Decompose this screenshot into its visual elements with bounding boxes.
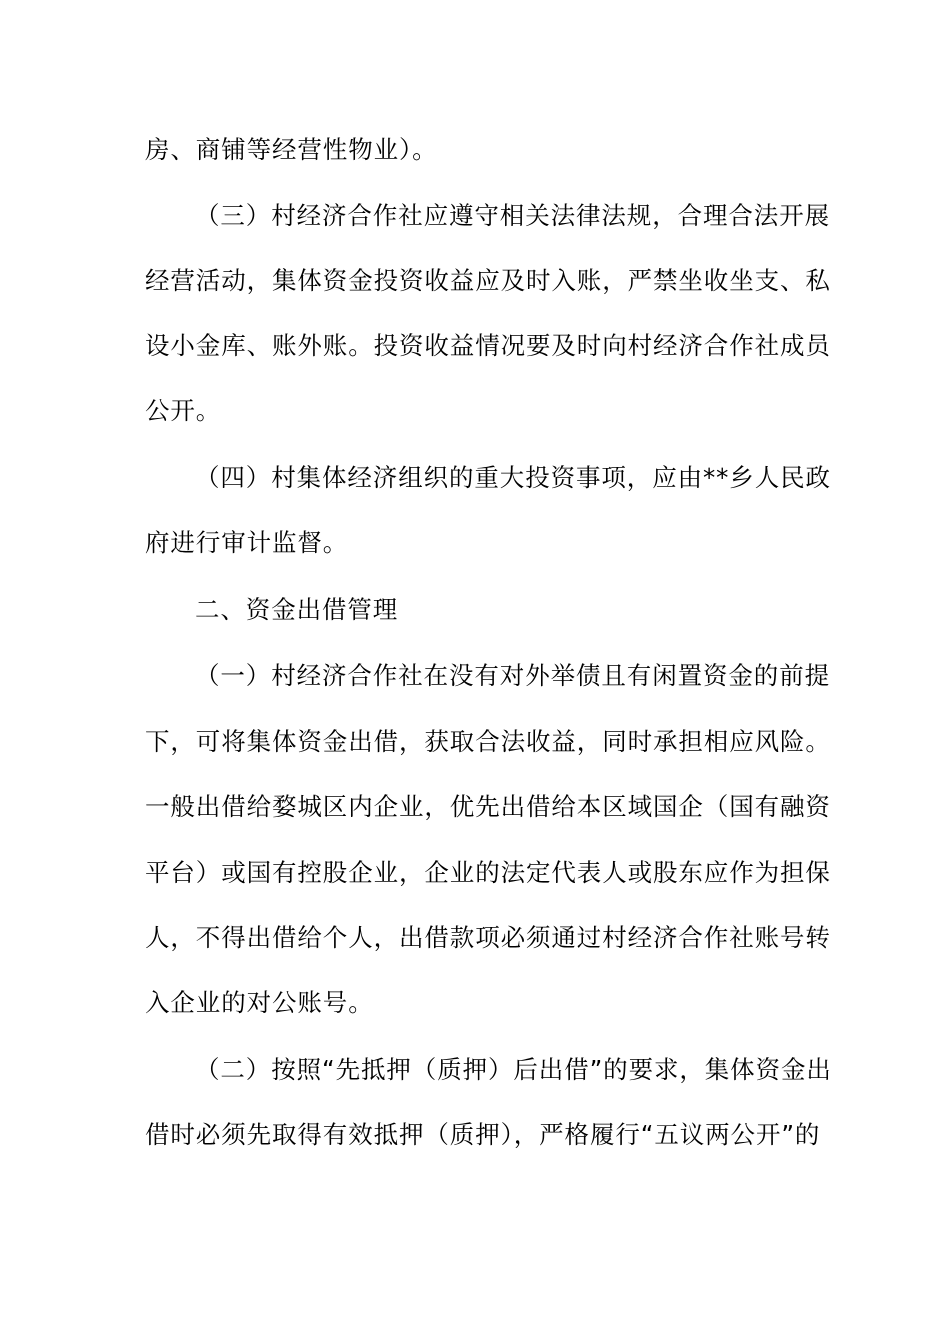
paragraph-four-heading-line: （四）村集体经济组织的重大投资事项，应由**乡人民政 xyxy=(195,463,831,492)
text-line: 公开。 xyxy=(145,396,222,425)
text-line: 人，不得出借给个人，出借款项必须通过村经济合作社账号转 xyxy=(145,923,831,952)
text-line: 下，可将集体资金出借，获取合法收益，同时承担相应风险。 xyxy=(145,727,831,756)
text-line: 房、商铺等经营性物业）。 xyxy=(145,135,438,164)
text-line: 入企业的对公账号。 xyxy=(145,988,374,1017)
paragraph-two-heading-line: （二）按照“先抵押（质押）后出借”的要求，集体资金出 xyxy=(195,1055,832,1084)
text-line: 借时必须先取得有效抵押（质押），严格履行“五议两公开”的 xyxy=(145,1120,821,1149)
section-heading: 二、资金出借管理 xyxy=(195,595,399,624)
paragraph-three-heading-line: （三）村经济合作社应遵守相关法律法规，合理合法开展 xyxy=(195,201,830,230)
text-line: 一般出借给婺城区内企业，优先出借给本区域国企（国有融资 xyxy=(145,792,831,821)
paragraph-one-heading-line: （一）村经济合作社在没有对外举债且有闲置资金的前提 xyxy=(195,661,830,690)
text-line: 府进行审计监督。 xyxy=(145,528,349,557)
text-line: 平台）或国有控股企业，企业的法定代表人或股东应作为担保 xyxy=(145,858,831,887)
text-line: 经营活动，集体资金投资收益应及时入账，严禁坐收坐支、私 xyxy=(145,266,831,295)
text-line: 设小金库、账外账。投资收益情况要及时向村经济合作社成员 xyxy=(145,331,831,360)
